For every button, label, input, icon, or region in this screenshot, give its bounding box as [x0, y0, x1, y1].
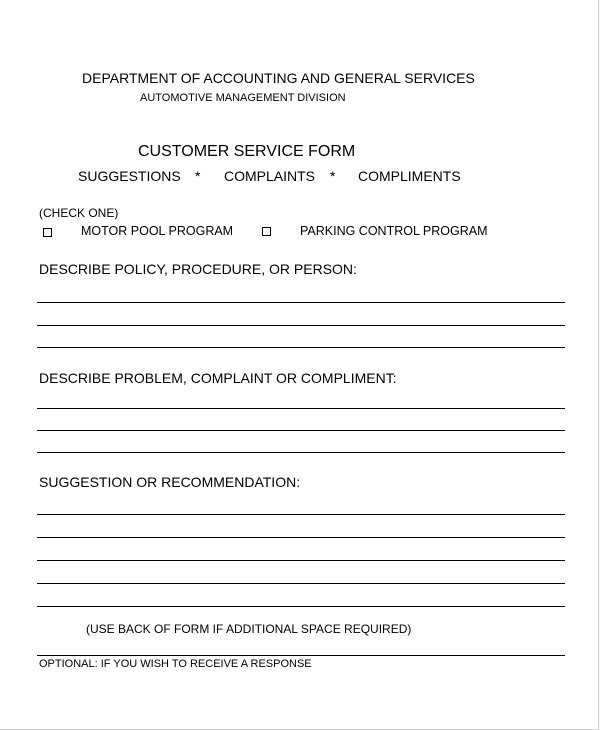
category-compliments: COMPLIMENTS: [358, 168, 461, 184]
optional-response-label: OPTIONAL: IF YOU WISH TO RECEIVE A RESPONSE: [39, 658, 312, 670]
category-suggestions: SUGGESTIONS: [78, 168, 181, 184]
policy-answer-line[interactable]: [37, 302, 565, 303]
motor-pool-label: MOTOR POOL PROGRAM: [81, 224, 234, 238]
department-heading: DEPARTMENT OF ACCOUNTING AND GENERAL SERVICES: [82, 70, 475, 86]
policy-answer-line[interactable]: [37, 325, 565, 326]
category-separator: *: [195, 168, 201, 184]
suggestion-answer-line[interactable]: [37, 583, 565, 584]
form-title: CUSTOMER SERVICE FORM: [138, 143, 356, 160]
form-categories: [78, 168, 478, 186]
section-problem-label: DESCRIBE PROBLEM, COMPLAINT OR COMPLIMENT:: [39, 370, 397, 386]
category-complaints: COMPLAINTS: [224, 168, 316, 184]
section-suggestion-label: SUGGESTION OR RECOMMENDATION:: [39, 474, 301, 490]
category-separator: *: [330, 168, 336, 184]
division-heading: AUTOMOTIVE MANAGEMENT DIVISION: [140, 92, 346, 104]
suggestion-answer-line[interactable]: [37, 537, 565, 538]
parking-control-label: PARKING CONTROL PROGRAM: [300, 224, 488, 238]
parking-control-checkbox[interactable]: [262, 227, 271, 236]
problem-answer-line[interactable]: [37, 408, 565, 409]
problem-answer-line[interactable]: [37, 452, 565, 453]
policy-answer-line[interactable]: [37, 347, 565, 348]
section-policy-label: DESCRIBE POLICY, PROCEDURE, OR PERSON:: [39, 261, 357, 277]
suggestion-answer-line[interactable]: [37, 514, 565, 515]
additional-space-note: (USE BACK OF FORM IF ADDITIONAL SPACE REQUIRED): [86, 622, 412, 636]
motor-pool-checkbox[interactable]: [43, 228, 52, 237]
suggestion-answer-line[interactable]: [37, 560, 565, 561]
suggestion-answer-line[interactable]: [37, 606, 565, 607]
optional-divider: [37, 655, 565, 656]
check-one-instruction: (CHECK ONE): [39, 206, 119, 220]
problem-answer-line[interactable]: [37, 430, 565, 431]
